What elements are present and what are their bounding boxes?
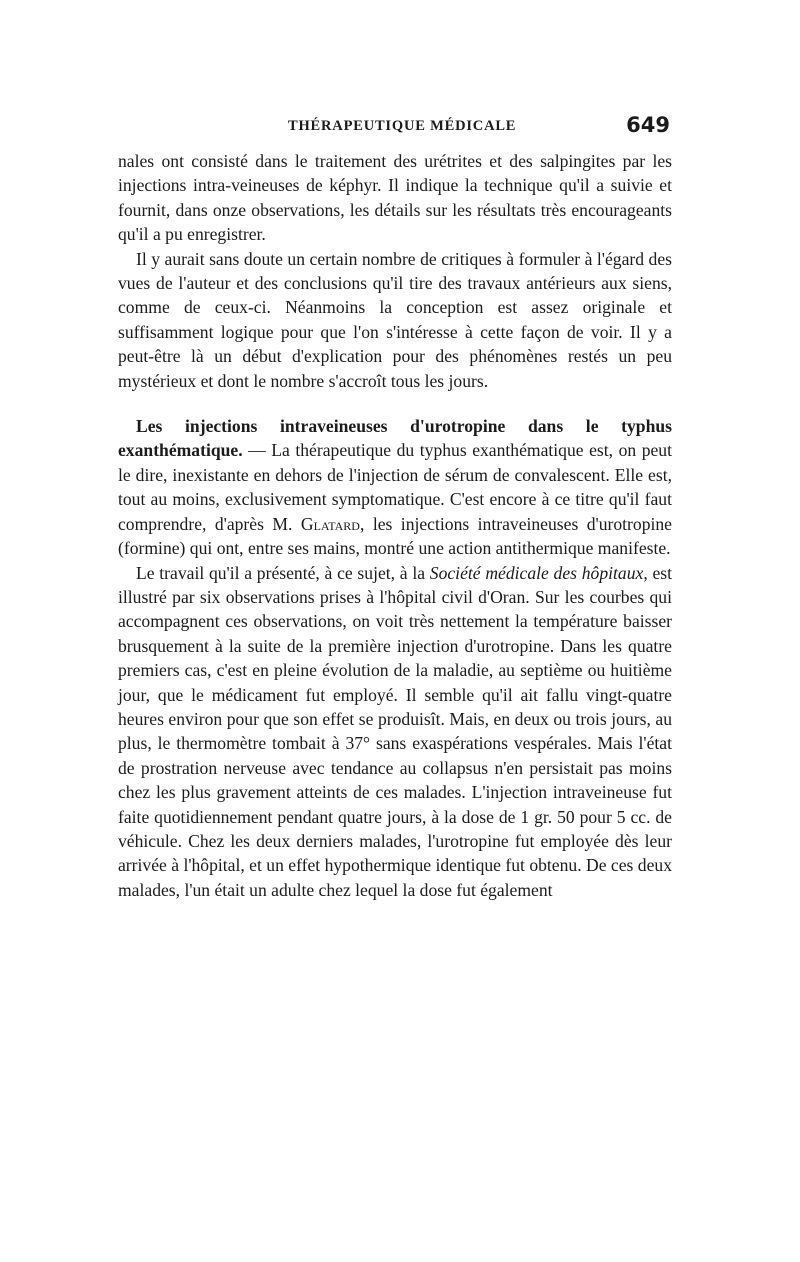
- page-header: [118, 112, 672, 144]
- paragraph-text: — La thérapeutique du typhus exanthématique est, on peut le dire, inexistante en dehors de l'injection de sérum de convalescent. Elle est, tout au moins, exclusivement symptomatique. C'est encore à ce titre qu'il faut comprendre, d'après M.: [118, 440, 672, 534]
- paragraph-urotropine-intro: [118, 414, 672, 560]
- page-body: [118, 149, 672, 902]
- paragraph-critique: Il y aurait sans doute un certain nombre de critiques à formuler à l'égard des vues de l'auteur et des conclusions qu'il tire des travaux antérieurs aux siens, comme de ceux-ci. Néanmoins la conception est assez originale et suffisamment logique pour que l'on s'intéresse à cette façon de voir. Il y a peut-être là un début d'explication pour des phénomènes restés un peu mystérieux et dont le nombre s'accroît tous les jours.: [118, 248, 672, 391]
- society-name: Société médicale des hôpitaux: [429, 562, 644, 583]
- section-title: Les injections intraveineuses d'urotropine dans le typhus exanthématique.: [118, 416, 672, 461]
- section-spacer: [118, 393, 672, 414]
- page-number: 649: [626, 113, 670, 137]
- paragraph-text: , est illustré par six observations prises à l'hôpital civil d'Oran. Sur les courbes qui accompagnent ces observations, on voit très nettement la température baisser brusquement à la suite de la première injection d'urotropine. Dans les quatre premiers cas, c'est en pleine évolution de la maladie, au septième ou huitième jour, que le médicament fut employé. Il semble qu'il ait fallu vingt-quatre heures environ pour que son effet se produisît. Mais, en deux ou trois jours, au plus, le thermomètre tombait à 37° sans exaspérations vespérales. Mais l'état de prostration nerveuse avec tendance au collapsus n'en persistait pas moins chez les plus gravement atteints de ces malades. L'injection intraveineuse fut faite quotidiennement pendant quatre jours, à la dose de 1 gr. 50 pour 5 cc. de véhicule. Chez les deux derniers malades, l'urotropine fut employée dès leur arrivée à l'hôpital, et un effet hypothermique identique fut obtenu. De ces deux malades, l'un était un adulte chez lequel la dose fut également: [118, 562, 672, 900]
- book-page: [118, 112, 672, 902]
- author-name: Glatard: [300, 513, 360, 534]
- paragraph-observations: [118, 561, 672, 903]
- paragraph-continuation: nales ont consisté dans le traitement des urétrites et des salpingites par les injections intra-veineuses de képhyr. Il indique la technique qu'il a suivie et fournit, dans onze observations, les détails sur les résultats très encourageants qu'il a pu enregistrer.: [118, 151, 672, 245]
- running-title: THÉRAPEUTIQUE MÉDICALE: [288, 118, 517, 134]
- paragraph-text: , les injections intraveineuses d'urotropine (formine) qui ont, entre ses mains, montré une action antithermique manifeste.: [118, 513, 672, 559]
- paragraph-text: Le travail qu'il a présenté, à ce sujet, à la: [136, 562, 430, 583]
